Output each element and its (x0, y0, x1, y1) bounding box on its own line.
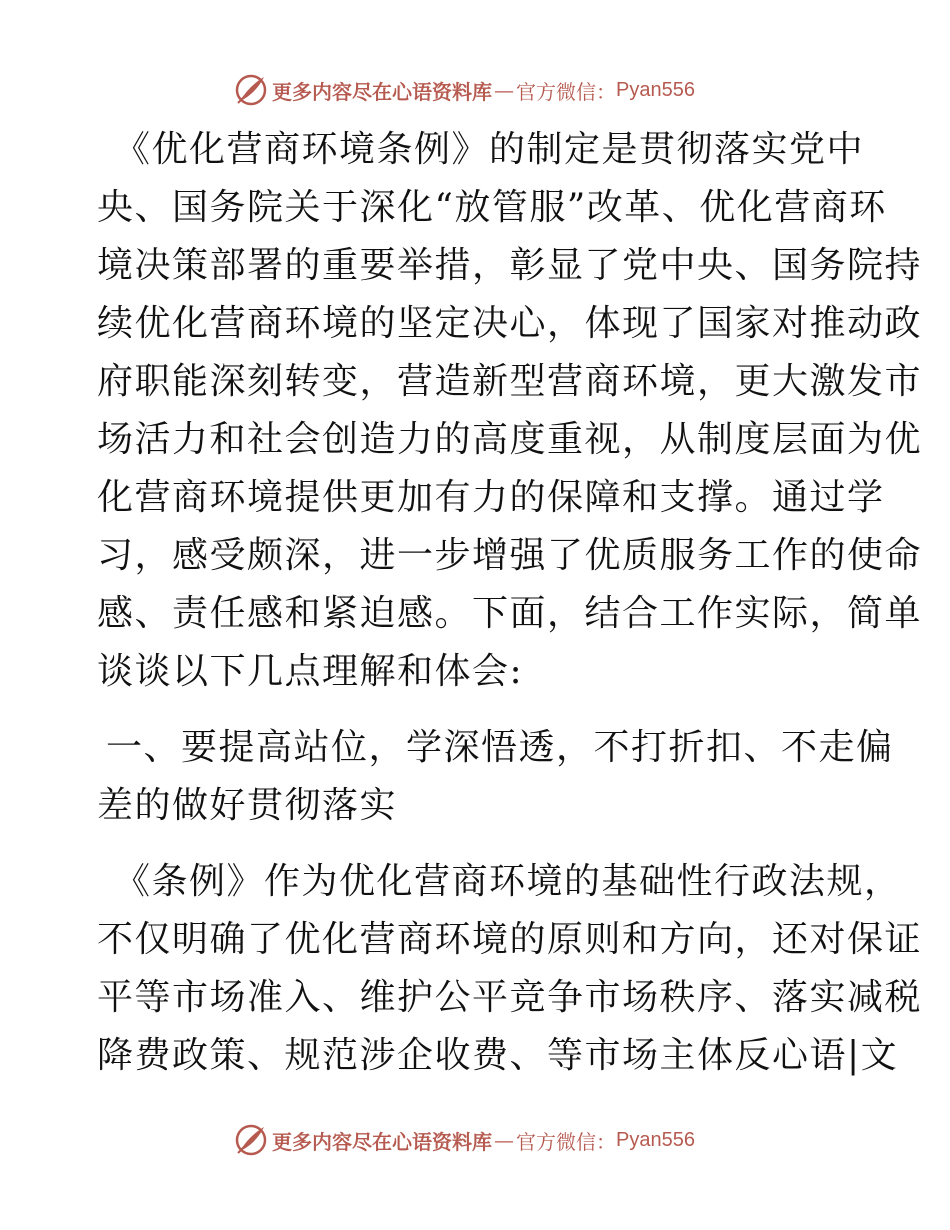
watermark-wechat-label: 官方微信： (516, 79, 616, 104)
text-line: 续优化营商环境的坚定决心，体现了国家对推动政 (97, 303, 923, 344)
text-line: 习，感受颇深，进一步增强了优质服务工作的使命 (97, 535, 923, 576)
watermark-wechat-id: Pyan556 (616, 1128, 695, 1151)
text-line: 《条例》作为优化营商环境的基础性行政法规， (114, 861, 902, 902)
text-line: 化营商环境提供更加有力的保障和支撑。通过学 (97, 477, 885, 518)
feather-pen-logo-icon (234, 73, 268, 107)
watermark-dash: — (494, 1128, 514, 1152)
text-line: 《优化营商环境条例》的制定是贯彻落实党中 (114, 129, 865, 170)
text-line: 境决策部署的重要举措，彰显了党中央、国务院持 (97, 245, 923, 286)
section-heading-line: 差的做好贯彻落实 (97, 785, 398, 826)
feather-pen-logo-icon (234, 1123, 268, 1157)
watermark-main-text: 更多内容尽在心语资料库 (272, 1129, 492, 1154)
watermark-wechat-label: 官方微信： (516, 1129, 616, 1154)
text-line: 降费政策、规范涉企收费、等市场主体反心语|文 (97, 1035, 899, 1076)
text-line: 央、国务院关于深化“放管服”改革、优化营商环 (97, 187, 887, 228)
text-line: 府职能深刻转变，营造新型营商环境，更大激发市 (97, 361, 923, 402)
watermark-banner-top (234, 72, 714, 108)
text-line: 平等市场准入、维护公平竞争市场秩序、落实减税 (97, 977, 923, 1018)
text-line: 谈谈以下几点理解和体会: (97, 651, 524, 692)
watermark-main-text: 更多内容尽在心语资料库 (272, 79, 492, 104)
text-line: 不仅明确了优化营商环境的原则和方向，还对保证 (97, 919, 923, 960)
watermark-dash: — (494, 78, 514, 102)
section-heading-line: 一、要提高站位，学深悟透，不打折扣、不走偏 (106, 727, 894, 768)
text-line: 场活力和社会创造力的高度重视，从制度层面为优 (97, 419, 923, 460)
text-line: 感、责任感和紧迫感。下面，结合工作实际，简单 (97, 593, 923, 634)
watermark-banner-bottom (234, 1122, 714, 1158)
watermark-wechat-id: Pyan556 (616, 78, 695, 101)
